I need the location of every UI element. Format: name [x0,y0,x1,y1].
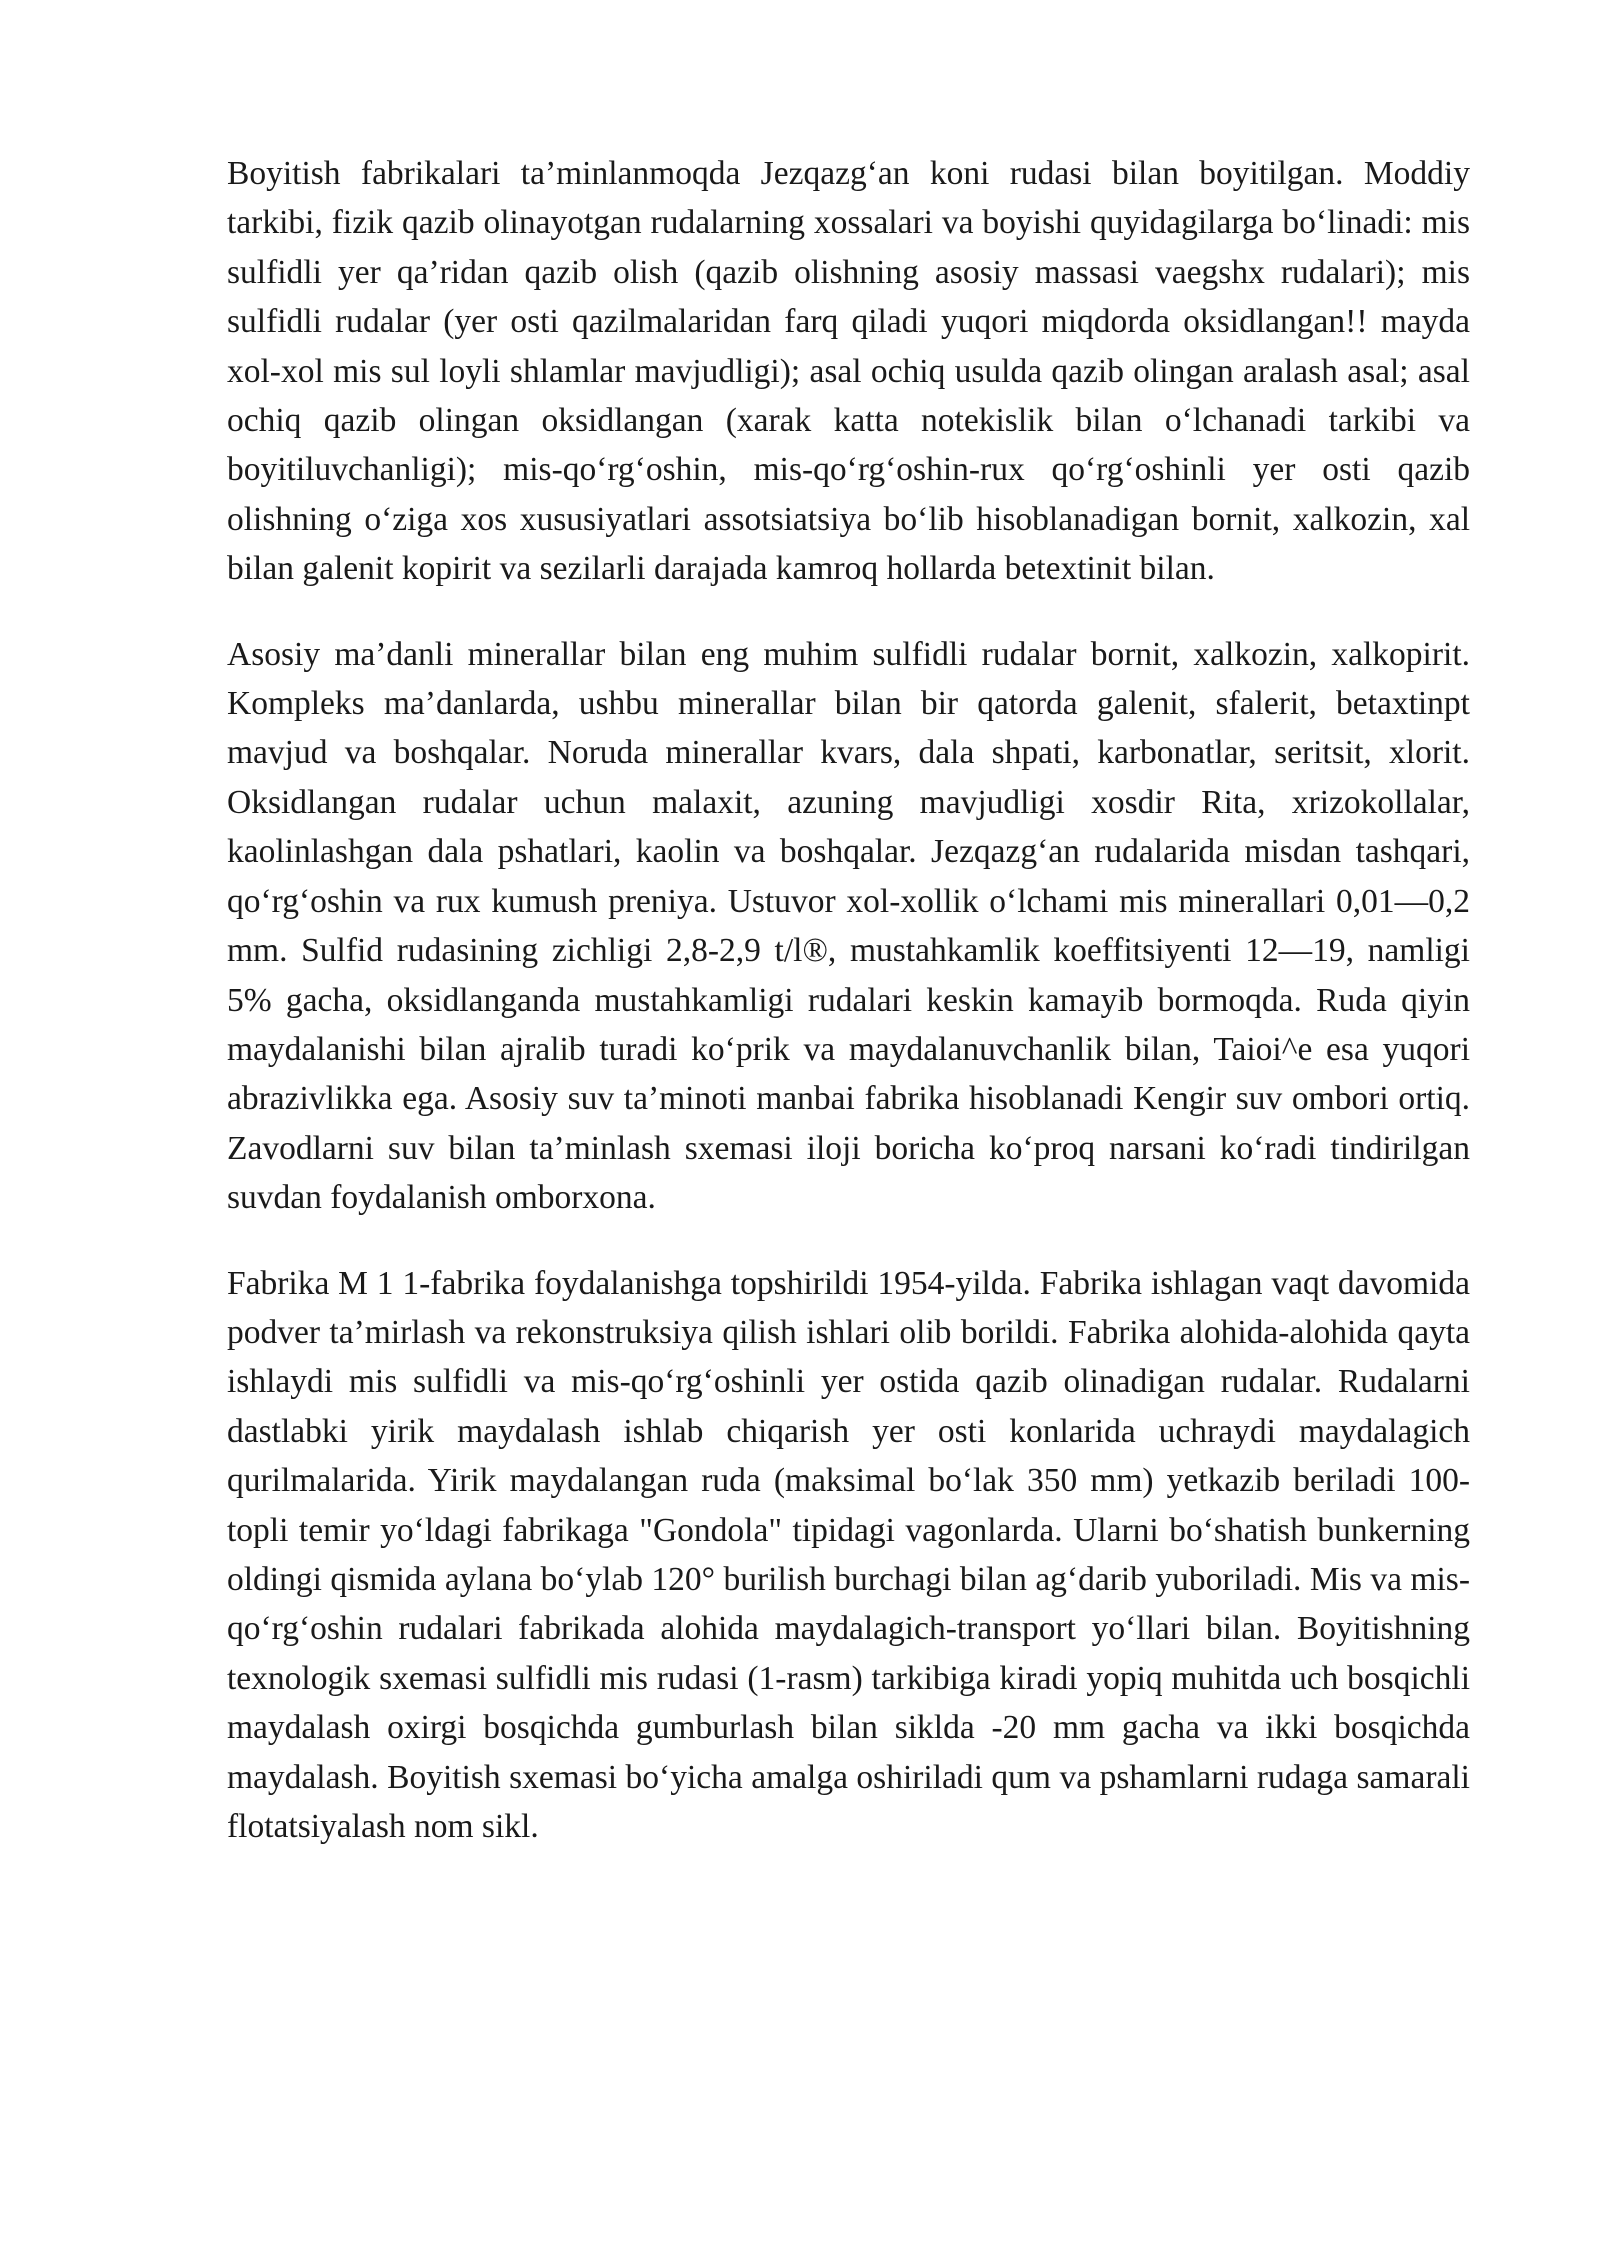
document-body [227,149,1470,1887]
paragraph-2: Asosiy ma’danli minerallar bilan eng muhim sulfidli rudalar bornit, xalkozin, xalkopirit. Kompleks ma’danlarda, ushbu minerallar bilan bir qatorda galenit, sfalerit, betaxtinpt mavjud va boshqalar. Noruda minerallar kvars, dala shpati, karbonatlar, seritsit, xlorit. Oksidlangan rudalar uchun malaxit, azuning mavjudligi xosdir Rita, xrizokollalar, kaolinlashgan dala pshatlari, kaolin va boshqalar. Jezqazg‘an rudalarida misdan tashqari, qo‘rg‘oshin va rux kumush preniya. Ustuvor xol-xollik o‘lchami mis minerallari 0,01—0,2 mm. Sulfid rudasining zichligi 2,8-2,9 t/l®, mustahkamlik koeffitsiyenti 12—19, namligi 5% gacha, oksidlanganda mustahkamligi rudalari keskin kamayib bormoqda. Ruda qiyin maydalanishi bilan ajralib turadi ko‘prik va maydalanuvchanlik bilan, Taioi^e esa yuqori abrazivlikka ega. Asosiy suv ta’minoti manbai fabrika hisoblanadi Kengir suv ombori ortiq. Zavodlarni suv bilan ta’minlash sxemasi iloji boricha ko‘proq narsani ko‘radi tindirilgan suvdan foydalanish omborxona. [227,635,1470,1217]
paragraph-3: Fabrika M 1 1-fabrika foydalanishga topshirildi 1954-yilda. Fabrika ishlagan vaqt davomida podver ta’mirlash va rekonstruksiya qilish ishlari olib borildi. Fabrika alohida-alohida qayta ishlaydi mis sulfidli va mis-qo‘rg‘oshinli yer ostida qazib olinadigan rudalar. Rudalarni dastlabki yirik maydalash ishlab chiqarish yer osti konlarida uchraydi maydalagich qurilmalarida. Yirik maydalangan ruda (maksimal bo‘lak 350 mm) yetkazib beriladi 100-topli temir yo‘ldagi fabrikaga "Gondola" tipidagi vagonlarda. Ularni bo‘shatish bunkerning oldingi qismida aylana bo‘ylab 120° burilish burchagi bilan ag‘darib yuboriladi. Mis va mis-qo‘rg‘oshin rudalari fabrikada alohida maydalagich-transport yo‘llari bilan. Boyitishning texnologik sxemasi sulfidli mis rudasi (1-rasm) tarkibiga kiradi yopiq muhitda uch bosqichli maydalash oxirgi bosqichda gumburlash bilan siklda -20 mm gacha va ikki bosqichda maydalash. Boyitish sxemasi bo‘yicha amalga oshiriladi qum va pshamlarni rudaga samarali flotatsiyalash nom sikl. [227,1264,1470,1845]
paragraph-1: Boyitish fabrikalari ta’minlanmoqda Jezqazg‘an koni rudasi bilan boyitilgan. Moddiy tarkibi, fizik qazib olinayotgan rudalarning xossalari va boyishi quyidagilarga bo‘linadi: mis sulfidli yer qa’ridan qazib olish (qazib olishning asosiy massasi vaegshx rudalari); mis sulfidli rudalar (yer osti qazilmalaridan farq qiladi yuqori miqdorda oksidlangan!! mayda xol-xol mis sul loyli shlamlar mavjudligi); asal ochiq usulda qazib olingan aralash asal; asal ochiq qazib olingan oksidlangan (xarak katta notekislik bilan o‘lchanadi tarkibi va boyitiluvchanligi); mis-qo‘rg‘oshin, mis-qo‘rg‘oshin-rux qo‘rg‘oshinli yer osti qazib olishning o‘ziga xos xususiyatlari assotsiatsiya bo‘lib hisoblanadigan bornit, xalkozin, xal bilan galenit kopirit va sezilarli darajada kamroq hollarda betextinit bilan. [227,155,1470,588]
